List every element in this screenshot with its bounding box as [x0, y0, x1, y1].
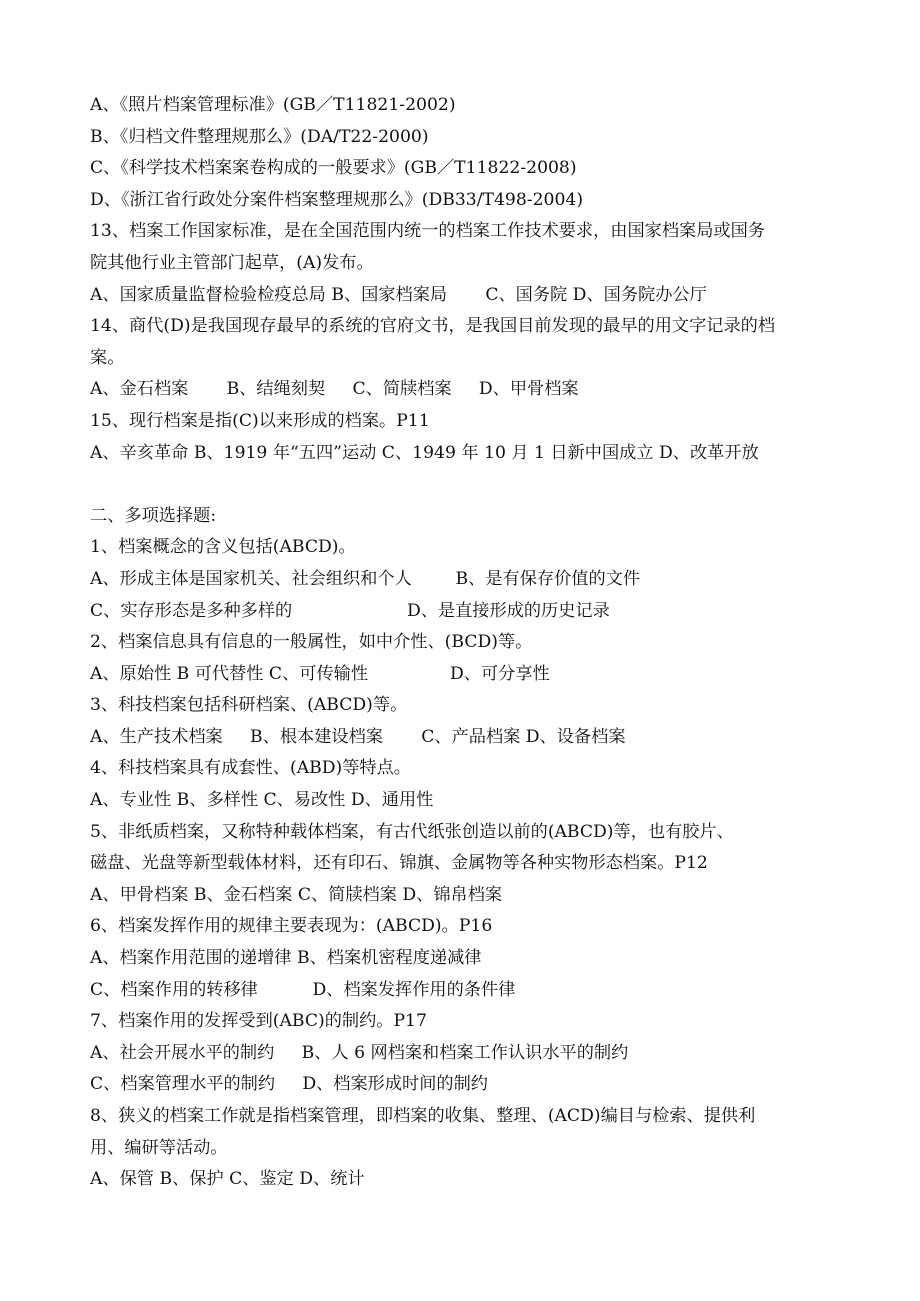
option-line: A、国家质量监督检验检疫总局 B、国家档案局 C、国务院 D、国务院办公厅 [90, 284, 707, 305]
option-line: B、《归档文件整理规那么》(DA/T22-2000) [90, 126, 429, 147]
blank-line [90, 469, 830, 501]
question-line: 8、狭义的档案工作就是指档案管理，即档案的收集、整理、(ACD)编目与检索、提供利 [90, 1106, 756, 1126]
document-body [90, 90, 830, 1196]
question-line: 7、档案作用的发挥受到(ABC)的制约。P17 [90, 1011, 427, 1032]
question-line: 4、科技档案具有成套性、(ABD)等特点。 [90, 758, 411, 779]
question-line: 6、档案发挥作用的规律主要表现为：(ABCD)。P16 [90, 916, 493, 937]
option-line: C、档案管理水平的制约 D、档案形成时间的制约 [90, 1074, 488, 1095]
question-line: 5、非纸质档案，又称特种载体档案，有古代纸张创造以前的(ABCD)等，也有胶片、 [90, 821, 734, 842]
option-line: A、金石档案 B、结绳刻契 C、简牍档案 D、甲骨档案 [90, 379, 579, 400]
question-line: 2、档案信息具有信息的一般属性，如中介性、(BCD)等。 [90, 632, 533, 653]
option-line: A、甲骨档案 B、金石档案 C、简牍档案 D、锦帛档案 [90, 884, 503, 905]
question-line: 1、档案概念的含义包括(ABCD)。 [90, 537, 356, 558]
question-line: 院其他行业主管部门起草，(A)发布。 [90, 252, 374, 273]
question-line: 3、科技档案包括科研档案、(ABCD)等。 [90, 695, 408, 716]
option-line: A、《照片档案管理标准》(GB／T11821-2002) [90, 95, 456, 115]
option-line: C、《科学技术档案案卷构成的一般要求》(GB／T11822-2008) [90, 158, 577, 179]
option-line: A、形成主体是国家机关、社会组织和个人 B、是有保存价值的文件 [90, 568, 641, 589]
question-line: 13、档案工作国家标准，是在全国范围内统一的档案工作技术要求，由国家档案局或国务 [90, 221, 765, 242]
question-line: 案。 [90, 347, 125, 368]
question-line: 用、编研等活动。 [90, 1137, 228, 1158]
option-line: A、辛亥革命 B、1919 年“五四”运动 C、1949 年 10 月 1 日新中国成立 D、改革开放 [90, 442, 759, 463]
option-line: A、原始性 B 可代替性 C、可传输性 D、可分享性 [90, 663, 550, 684]
option-line: A、保管 B、保护 C、鉴定 D、统计 [90, 1169, 365, 1190]
question-line: 14、商代(D)是我国现存最早的系统的官府文书，是我国目前发现的最早的用文字记录的档 [90, 316, 776, 337]
question-line: 磁盘、光盘等新型载体材料，还有印石、锦旗、金属物等各种实物形态档案。P12 [90, 853, 708, 874]
section-heading: 二、多项选择题: [90, 505, 217, 526]
option-line: C、实存形态是多种多样的 D、是直接形成的历史记录 [90, 600, 610, 621]
question-line: 15、现行档案是指(C)以来形成的档案。P11 [90, 410, 430, 431]
option-line: A、专业性 B、多样性 C、易改性 D、通用性 [90, 790, 434, 811]
option-line: C、档案作用的转移律 D、档案发挥作用的条件律 [90, 979, 516, 1000]
option-line: A、社会开展水平的制约 B、人 6 网档案和档案工作认识水平的制约 [90, 1042, 629, 1063]
option-line: A、生产技术档案 B、根本建设档案 C、产品档案 D、设备档案 [90, 726, 626, 747]
option-line: A、档案作用范围的递增律 B、档案机密程度递减律 [90, 948, 482, 969]
option-line: D、《浙江省行政处分案件档案整理规那么》(DB33/T498-2004) [90, 189, 584, 210]
